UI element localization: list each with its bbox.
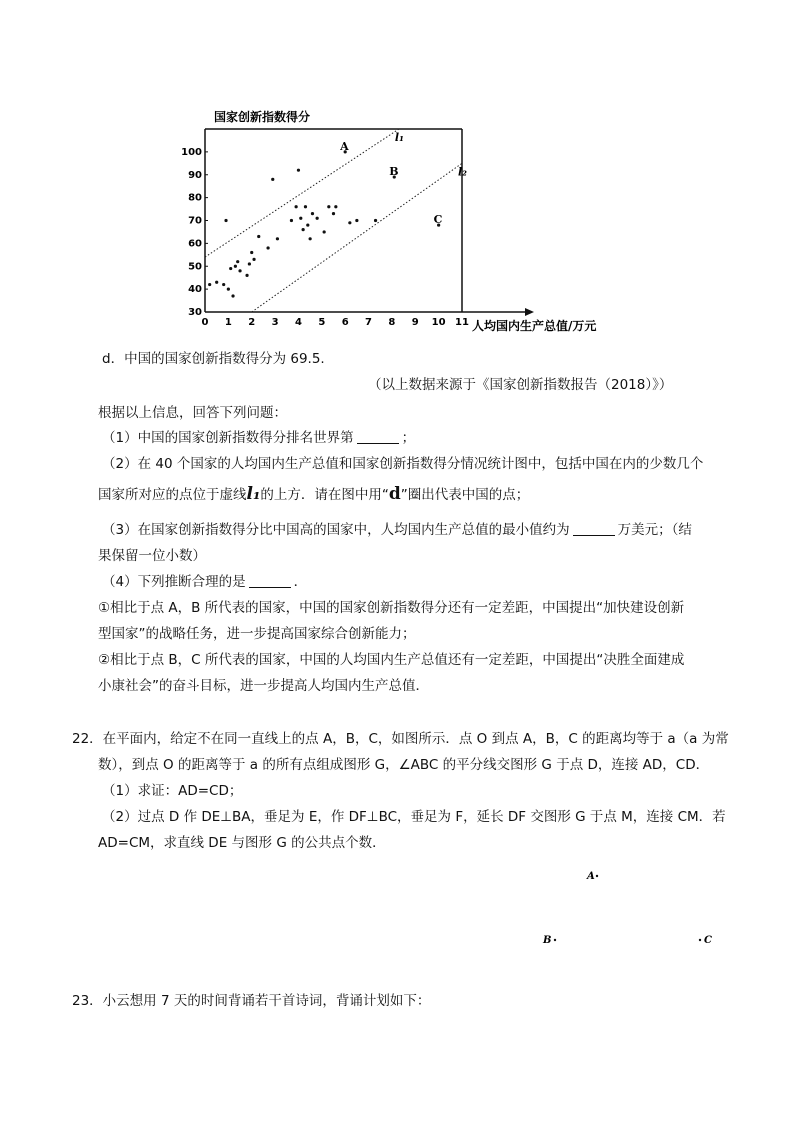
y-axis-title: 国家创新指数得分 — [214, 110, 311, 124]
data-point — [332, 212, 335, 215]
x-axis-arrow — [525, 308, 534, 316]
x-tick-label: 3 — [271, 317, 279, 328]
point-b-label: B — [543, 935, 552, 946]
data-point — [257, 235, 260, 238]
circle-mark-d: d — [388, 484, 401, 504]
data-point — [236, 260, 239, 263]
y-tick-label: 40 — [188, 284, 202, 296]
x-tick-label: 5 — [318, 317, 326, 328]
x-tick-label: 7 — [365, 317, 373, 328]
data-point — [231, 294, 234, 297]
scatter-chart — [180, 105, 620, 337]
x-tick-label: 6 — [341, 317, 349, 328]
question-2-text-c: ”圈出代表中国的点； — [400, 487, 530, 503]
data-point — [306, 223, 309, 226]
point-label-b: B — [389, 165, 399, 179]
answer-blank-1[interactable] — [357, 430, 399, 444]
data-point — [311, 212, 314, 215]
y-tick-label: 30 — [188, 307, 202, 318]
data-point — [304, 205, 307, 208]
y-tick-label: 70 — [188, 215, 202, 227]
data-point — [248, 262, 251, 265]
point-label-c: C — [433, 213, 443, 227]
data-source: （以上数据来源于《国家创新指数报告（2018）》） — [368, 377, 673, 393]
data-point — [238, 269, 241, 272]
x-tick-label: 4 — [294, 317, 302, 328]
x-tick-label: 9 — [411, 317, 419, 328]
data-point — [227, 288, 230, 291]
question-3-text-b: 万美元；（结 — [617, 522, 692, 538]
data-point — [334, 205, 337, 208]
question-2-line-2 — [98, 484, 529, 505]
data-point — [266, 246, 269, 249]
question-4-end: ． — [293, 574, 308, 590]
option-2-line-2: 小康社会”的奋斗目标，进一步提高人均国内生产总值． — [98, 678, 429, 694]
x-tick-label: 1 — [224, 317, 232, 328]
question-3-line-2: 果保留一位小数） — [98, 548, 206, 564]
question-1-text: （1）中国的国家创新指数得分排名世界第 — [102, 430, 354, 446]
data-point — [323, 230, 326, 233]
data-point — [355, 219, 358, 222]
problem-23: 23．小云想用 7 天的时间背诵若干首诗词，背诵计划如下： — [72, 993, 431, 1009]
dashed-line-2 — [252, 163, 462, 312]
point-a-label: A — [587, 871, 595, 882]
data-point — [229, 267, 232, 270]
question-2-line-1: （2）在 40 个国家的人均国内生产总值和国家创新指数得分情况统计图中，包括中国在内的少数几个 — [102, 456, 704, 472]
data-point — [374, 219, 377, 222]
data-point — [302, 228, 305, 231]
problem-22-part-1: （1）求证：AD=CD； — [102, 783, 243, 799]
dashed-line-label-1: l₁ — [394, 131, 404, 144]
question-1-end: ； — [401, 430, 416, 446]
y-tick-label: 100 — [181, 146, 202, 158]
x-tick-label: 2 — [248, 317, 256, 328]
data-point — [290, 219, 293, 222]
data-point — [234, 265, 237, 268]
question-1 — [102, 428, 415, 448]
y-tick-label: 90 — [188, 169, 202, 181]
data-point — [309, 237, 312, 240]
point-b — [554, 939, 556, 941]
data-point — [297, 169, 300, 172]
problem-22-part-2-line-1: （2）过点 D 作 DE⊥BA，垂足为 E，作 DF⊥BC，垂足为 F，延长 DF 交图形 G 于点 M，连接 CM．若 — [102, 809, 726, 825]
option-2-line-1: ②相比于点 B，C 所代表的国家，中国的人均国内生产总值还有一定差距，中国提出“决胜全面建成 — [98, 652, 685, 668]
point-label-a: A — [340, 139, 349, 153]
data-point — [250, 251, 253, 254]
option-1-line-1: ①相比于点 A，B 所代表的国家，中国的国家创新指数得分还有一定差距，中国提出“加快建设创新 — [98, 600, 685, 616]
x-tick-label: 0 — [201, 317, 209, 328]
dashed-line-1 — [205, 129, 399, 257]
data-point — [252, 258, 255, 261]
problem-22-figure — [530, 860, 730, 955]
data-point — [245, 274, 248, 277]
data-point — [299, 217, 302, 220]
data-point — [327, 205, 330, 208]
y-tick-label: 60 — [188, 238, 202, 250]
data-point — [276, 237, 279, 240]
x-tick-label: 8 — [388, 317, 396, 328]
data-point — [208, 283, 211, 286]
answer-blank-3[interactable] — [573, 522, 615, 536]
problem-22-line-2: 数），到点 O 的距离等于 a 的所有点组成图形 G，∠ABC 的平分线交图形 G 于点 D，连接 AD，CD． — [98, 757, 710, 773]
x-tick-label: 11 — [455, 317, 469, 328]
answer-blank-4[interactable] — [249, 574, 291, 588]
data-point — [215, 281, 218, 284]
data-point — [224, 219, 227, 222]
question-3 — [102, 520, 692, 540]
question-4-text: （4）下列推断合理的是 — [102, 574, 246, 590]
problem-22-part-2-line-2: AD=CM，求直线 DE 与图形 G 的公共点个数． — [98, 835, 386, 851]
data-point — [222, 283, 225, 286]
data-note-d: d．中国的国家创新指数得分为 69.5. — [102, 351, 325, 367]
question-2-text-b: 的上方．请在图中用“ — [260, 487, 389, 503]
line-l1-symbol: l₁ — [246, 484, 261, 504]
problem-22-line-1: 22．在平面内，给定不在同一直线上的点 A，B，C，如图所示．点 O 到点 A，B，C 的距离均等于 a（a 为常 — [72, 731, 729, 747]
point-c — [699, 939, 701, 941]
data-point — [271, 178, 274, 181]
x-tick-label: 10 — [431, 317, 446, 328]
data-point — [295, 205, 298, 208]
x-axis-title: 人均国内生产总值/万元 — [472, 319, 597, 333]
y-tick-label: 50 — [188, 261, 202, 273]
dashed-line-label-2: l₂ — [458, 165, 467, 179]
question-3-text: （3）在国家创新指数得分比中国高的国家中，人均国内生产总值的最小值约为 — [102, 522, 570, 538]
question-2-text-a: 国家所对应的点位于虚线 — [98, 487, 247, 503]
point-a — [596, 875, 598, 877]
question-4 — [102, 572, 307, 592]
intro: 根据以上信息，回答下列问题： — [98, 405, 287, 421]
y-tick-label: 80 — [188, 192, 202, 204]
point-c-label: C — [704, 935, 712, 946]
data-point — [316, 217, 319, 220]
option-1-line-2: 型国家”的战略任务，进一步提高国家综合创新能力； — [98, 626, 416, 642]
data-point — [348, 221, 351, 224]
